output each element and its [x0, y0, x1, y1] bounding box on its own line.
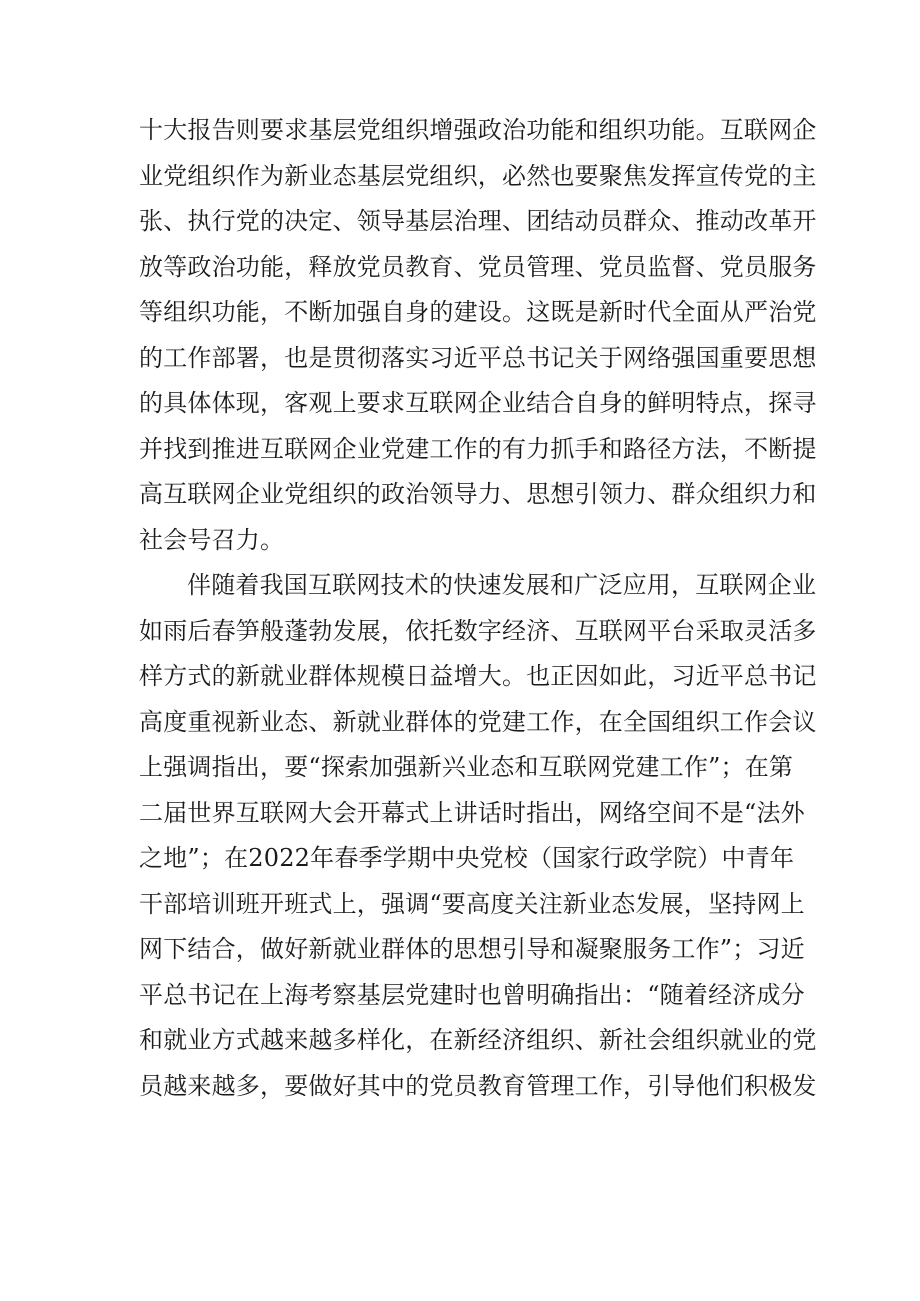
- text-line: 之地”；在2022年春季学期中央党校（国家行政学院）中青年: [139, 844, 795, 872]
- text-line: 的工作部署，也是贯彻落实习近平总书记关于网络强国重要思想: [139, 343, 817, 372]
- text-line: 和就业方式越来越多样化，在新经济组织、新社会组织就业的党: [139, 1026, 817, 1054]
- text-line: 样方式的新就业群体规模日益增大。也正因如此，习近平总书记: [139, 662, 817, 690]
- text-line: 放等政治功能，释放党员教育、党员管理、党员监督、党员服务: [139, 252, 817, 281]
- text-line: 伴随着我国互联网技术的快速发展和广泛应用，互联网企业: [187, 571, 817, 599]
- text-line: 干部培训班开班式上，强调“要高度关注新业态发展，坚持网上: [139, 889, 805, 918]
- text-line: 平总书记在上海考察基层党建时也曾明确指出：“随着经济成分: [139, 980, 805, 1009]
- text-line: 员越来越多，要做好其中的党员教育管理工作，引导他们积极发: [139, 1071, 817, 1100]
- text-line: 的具体体现，客观上要求互联网企业结合自身的鲜明特点，探寻: [139, 389, 817, 417]
- text-line: 二届世界互联网大会开幕式上讲话时指出，网络空间不是“法外: [139, 798, 805, 827]
- text-line: 高互联网企业党组织的政治领导力、思想引领力、群众组织力和: [139, 480, 817, 508]
- text-line: 社会号召力。: [139, 525, 285, 554]
- text-line: 并找到推进互联网企业党建工作的有力抓手和路径方法，不断提: [139, 434, 817, 463]
- text-line: 网下结合，做好新就业群体的思想引导和凝聚服务工作”；习近: [139, 935, 805, 963]
- document-body: [139, 108, 817, 1109]
- text-line: 如雨后春笋般蓬勃发展，依托数字经济、互联网平台采取灵活多: [139, 616, 817, 645]
- text-line: 业党组织作为新业态基层党组织，必然也要聚焦发挥宣传党的主: [139, 161, 817, 190]
- paragraph-2: [139, 563, 817, 1109]
- paragraph-1: [139, 108, 817, 563]
- text-line: 等组织功能，不断加强自身的建设。这既是新时代全面从严治党: [139, 298, 817, 326]
- text-line: 上强调指出，要“探索加强新兴业态和互联网党建工作”；在第: [139, 753, 794, 781]
- text-line: 高度重视新业态、新就业群体的党建工作，在全国组织工作会议: [139, 707, 817, 736]
- text-line: 十大报告则要求基层党组织增强政治功能和组织功能。互联网企: [139, 116, 817, 144]
- text-line: 张、执行党的决定、领导基层治理、团结动员群众、推动改革开: [139, 207, 817, 235]
